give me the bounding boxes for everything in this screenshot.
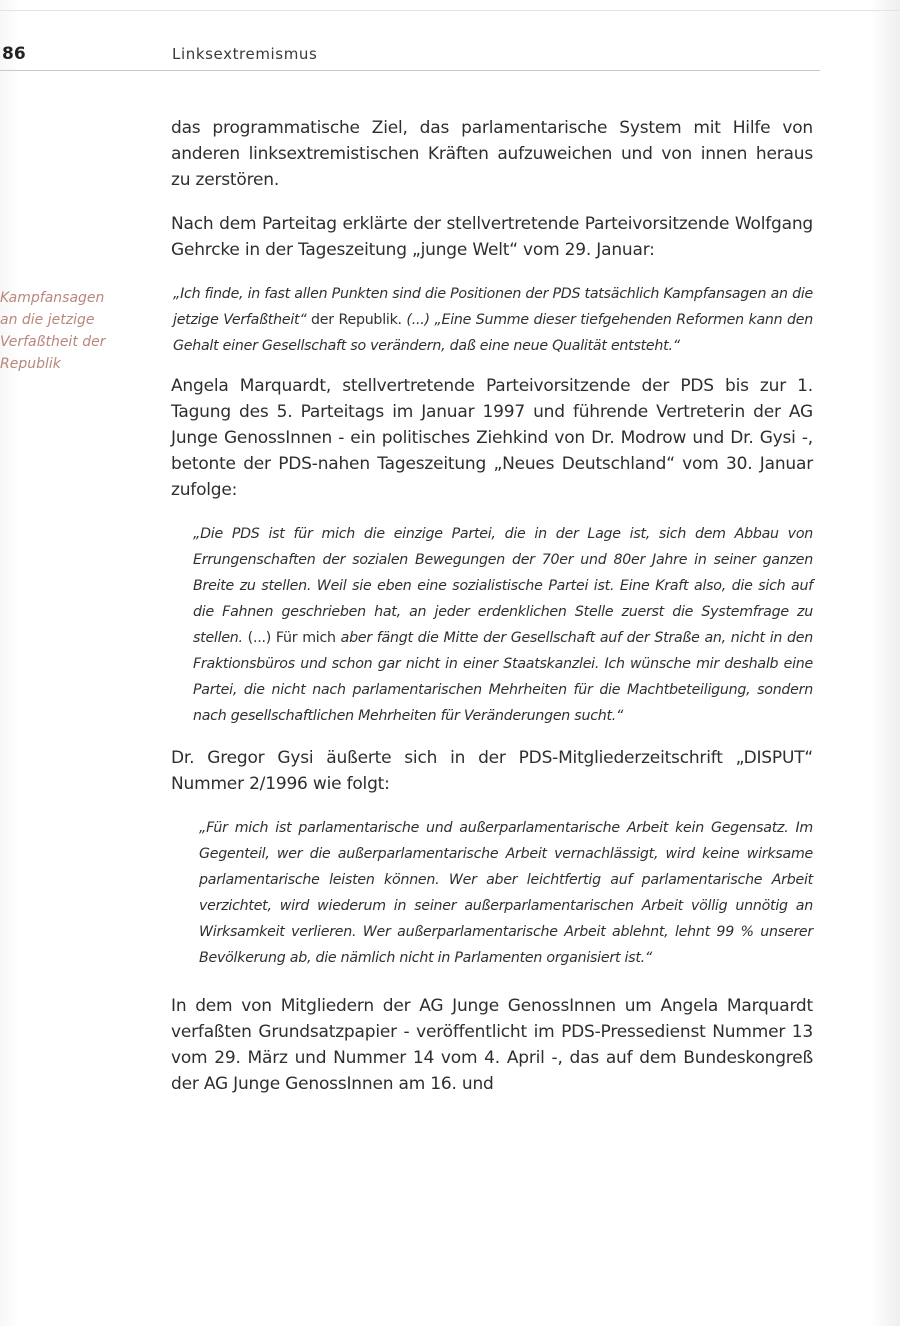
paragraph: das programmatische Ziel, das parlamentarische System mit Hilfe von anderen linksextremistischen Kräften aufzuweichen und von innen heraus zu zerstören. — [171, 118, 813, 190]
margin-note — [0, 287, 150, 375]
paragraph: Nach dem Parteitag erklärte der stellvertretende Parteivorsitzende Wolfgang Gehrcke in der Tageszeitung „junge Welt“ vom 29. Januar: — [171, 214, 813, 260]
page-header — [0, 42, 820, 71]
block-quote: „Für mich ist parlamentarische und außerparlamentarische Arbeit kein Gegensatz. Im Gegenteil, wer die außerparlamentarische Arbeit vernachlässigt, wird keine wirksame parlamentarische leisten können. Wer aber leichtfertig auf parlamentarische Arbeit verzichtet, wird wiederum in seiner außerparlamentarischen Arbeit völlig unnötig an Wirksamkeit verlieren. Wer außerparlamentarische Arbeit ablehnt, lehnt 99 % unserer Bevölkerung ab, die nämlich nicht in Parlamenten organisiert ist.“ — [199, 820, 813, 966]
paragraph: Dr. Gregor Gysi äußerte sich in der PDS-Mitgliederzeitschrift „DISPUT“ Nummer 2/1996 wie folgt: — [171, 748, 813, 794]
block-quote — [193, 521, 813, 729]
margin-note-line: an die jetzige — [0, 312, 95, 328]
quote-text: aber fängt die Mitte der Gesellschaft auf der Straße an, nicht in den Fraktionsbüros und schon gar nicht in einer Staatskanzlei. Ich wünsche mir deshalb eine Partei, die nicht nach parlamentarischen Mehrheiten für die Machtbeteiligung, sondern nach gesellschaftlichen Mehrheiten für Veränderungen sucht.“ — [193, 630, 813, 724]
margin-note-line: Verfaßtheit der — [0, 334, 106, 350]
margin-note-line: Republik — [0, 356, 61, 372]
paragraph: Angela Marquardt, stellvertretende Parteivorsitzende der PDS bis zur 1. Tagung des 5. Parteitags im Januar 1997 und führende Vertreterin der AG Junge GenossInnen - ein politisches Ziehkind von Dr. Modrow und Dr. Gysi -, betonte der PDS-nahen Tageszeitung „Neues Deutschland“ vom 30. Januar zufolge: — [171, 376, 813, 500]
block-quote — [173, 281, 813, 359]
quote-upright-text: (...) Für mich — [247, 630, 336, 646]
paragraph: In dem von Mitgliedern der AG Junge GenossInnen um Angela Marquardt verfaßten Grundsatzpapier - veröffentlicht im PDS-Pressedienst Nummer 13 vom 29. März und Nummer 14 vom 4. April -, das auf dem Bundeskongreß der AG Junge GenossInnen am 16. und — [171, 996, 813, 1094]
main-text — [171, 115, 813, 1115]
quote-text: (...) „Eine Summe dieser tiefgehenden Reformen kann den Gehalt einer Gesellschaft so verändern, daß eine neue Qualität entsteht.“ — [173, 312, 813, 354]
top-edge-rule — [0, 10, 900, 11]
page-number: 86 — [2, 44, 26, 64]
quote-text: „Die PDS ist für mich die einzige Partei, die in der Lage ist, sich dem Abbau von Errungenschaften der sozialen Bewegungen der 70er und 80er Jahre in seiner ganzen Breite zu stellen. Weil sie eben eine sozialistische Partei ist. Eine Kraft also, die sich auf die Fahnen geschrieben hat, an jeder erdenklichen Stelle zuerst die Systemfrage zu stellen. — [193, 526, 813, 646]
quote-text: „Ich finde, in fast allen Punkten sind die Positionen der PDS tatsächlich Kampfansagen an die jetzige Verfaßtheit“ — [173, 286, 813, 328]
margin-note-line: Kampfansagen — [0, 290, 105, 306]
running-title: Linksextremismus — [172, 45, 318, 63]
quote-upright-text: der Republik. — [306, 312, 407, 328]
